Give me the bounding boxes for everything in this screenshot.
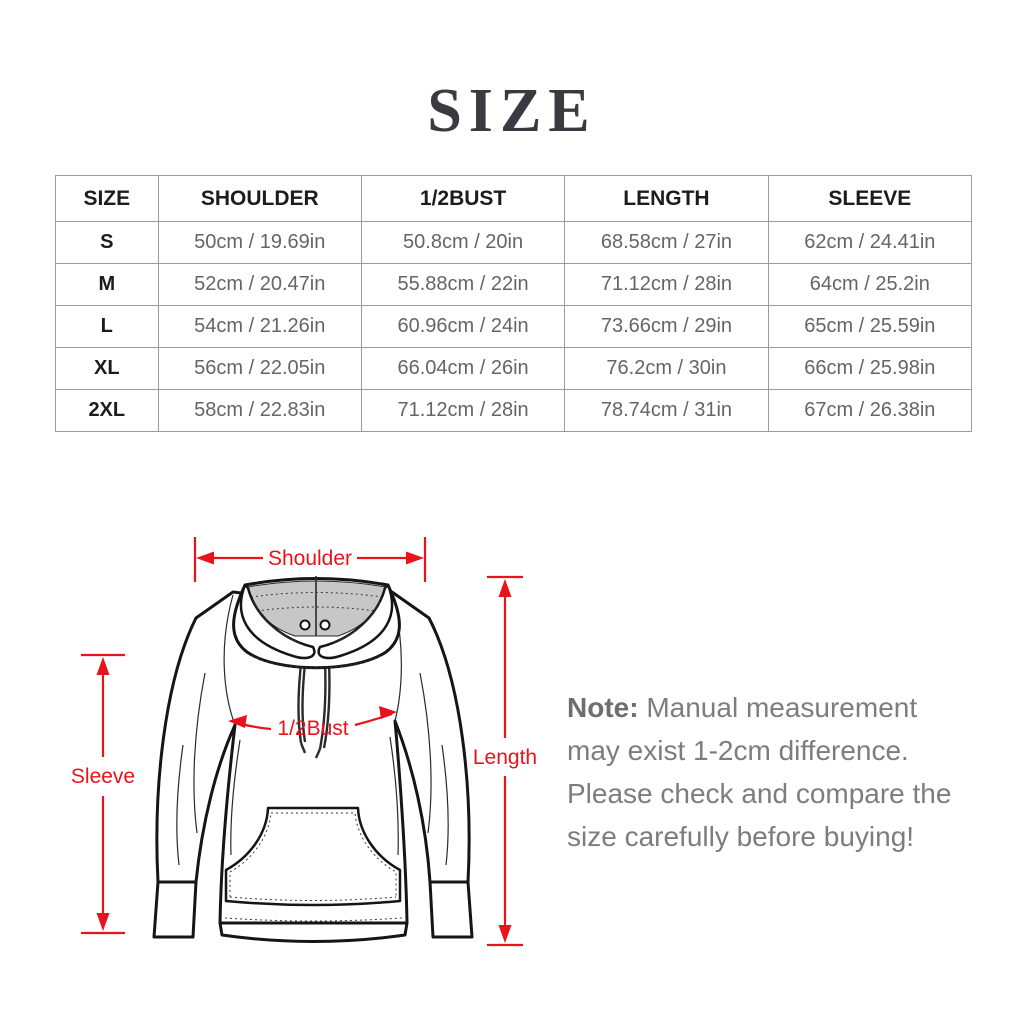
header-length: LENGTH [565,176,768,222]
cell-length: 78.74cm / 31in [565,390,768,432]
cell-size: S [56,222,159,264]
header-size: SIZE [56,176,159,222]
cell-bust: 55.88cm / 22in [361,264,564,306]
cell-size: L [56,306,159,348]
cell-sleeve: 64cm / 25.2in [768,264,971,306]
cell-shoulder: 56cm / 22.05in [158,348,361,390]
cell-shoulder: 50cm / 19.69in [158,222,361,264]
hoodie-drawing [154,576,472,942]
length-arrow-label: Length [472,746,538,769]
cell-length: 73.66cm / 29in [565,306,768,348]
cell-bust: 71.12cm / 28in [361,390,564,432]
cell-bust: 66.04cm / 26in [361,348,564,390]
cell-sleeve: 62cm / 24.41in [768,222,971,264]
size-chart-table [55,175,972,432]
bust-arrow-label: 1/2Bust [277,717,349,740]
table-row [56,222,972,264]
left-eyelet [301,621,310,630]
table-header-row [56,176,972,222]
cell-sleeve: 66cm / 25.98in [768,348,971,390]
header-sleeve: SLEEVE [768,176,971,222]
cell-bust: 50.8cm / 20in [361,222,564,264]
cell-shoulder: 58cm / 22.83in [158,390,361,432]
shoulder-arrow-label: Shoulder [267,547,353,570]
table-row [56,264,972,306]
cell-length: 71.12cm / 28in [565,264,768,306]
cell-size: M [56,264,159,306]
cell-shoulder: 52cm / 20.47in [158,264,361,306]
note-text: Manual measurement may exist 1-2cm difference. Please check and compare the size carefully before buying! [567,692,952,852]
page-title: SIZE [427,77,597,145]
header-shoulder: SHOULDER [158,176,361,222]
cell-bust: 60.96cm / 24in [361,306,564,348]
table-row [56,306,972,348]
hoodie-measurement-diagram [55,525,555,980]
cell-length: 68.58cm / 27in [565,222,768,264]
sleeve-arrow-label: Sleeve [70,765,136,788]
header-bust: 1/2BUST [361,176,564,222]
cell-shoulder: 54cm / 21.26in [158,306,361,348]
cell-size: XL [56,348,159,390]
sleeve-arrow [81,655,125,933]
table-row [56,348,972,390]
measurement-note [567,686,965,858]
cell-length: 76.2cm / 30in [565,348,768,390]
cell-size: 2XL [56,390,159,432]
note-label: Note: [567,692,639,723]
right-eyelet [321,621,330,630]
cell-sleeve: 67cm / 26.38in [768,390,971,432]
table-row [56,390,972,432]
cell-sleeve: 65cm / 25.59in [768,306,971,348]
